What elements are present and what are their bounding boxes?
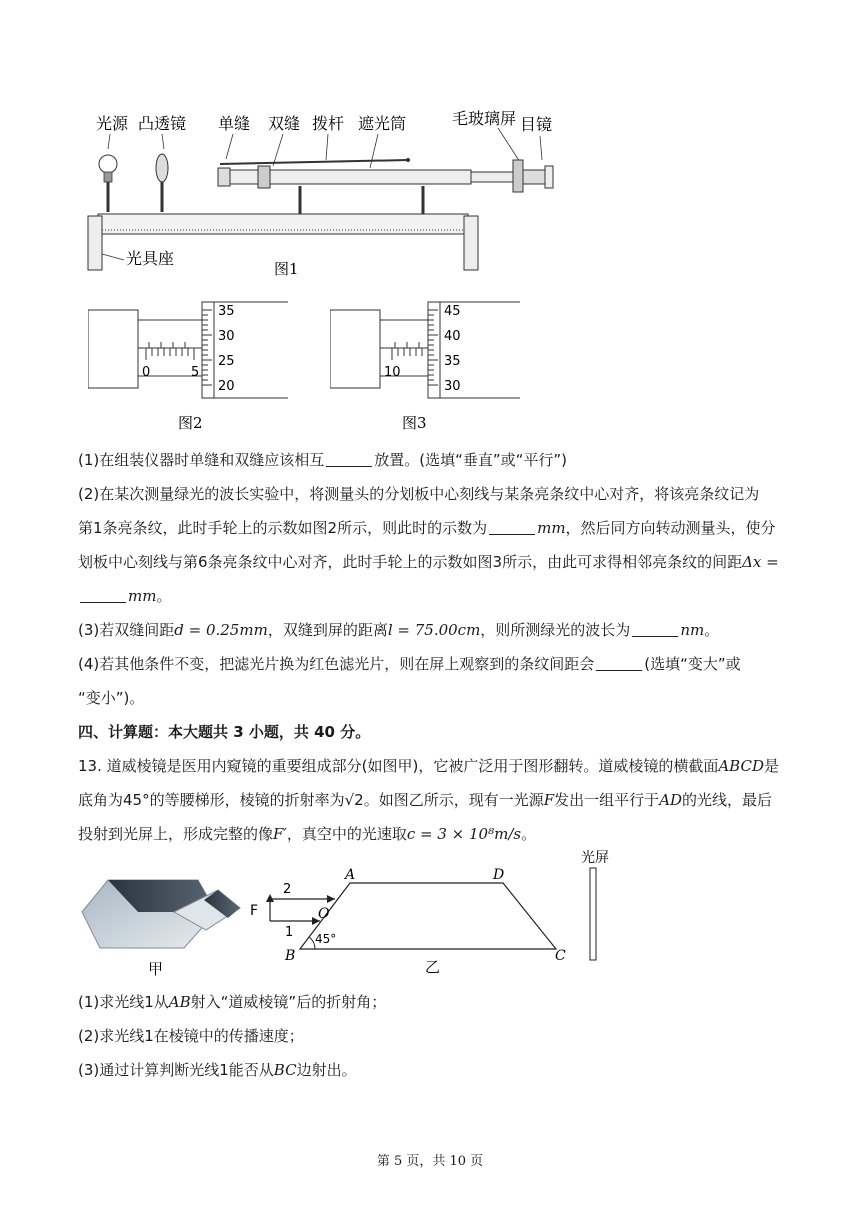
drum-label-4: 30 bbox=[444, 379, 461, 394]
problem-13-sub-2: (2)求光线1在棱镜中的传播速度； bbox=[78, 1027, 304, 1045]
question-2-line-1: (2)在某次测量绿光的波长实验中，将测量头的分划板中心刻线与某条亮条纹中心对齐，将该亮条纹记为 bbox=[78, 485, 760, 503]
figure-jia-prism-photo bbox=[78, 860, 253, 978]
figure-3-micrometer bbox=[330, 298, 540, 433]
figure-1-apparatus bbox=[78, 104, 578, 284]
figure-jia-caption: 甲 bbox=[148, 960, 164, 978]
section-heading: 四、计算题：本大题共 3 小题，共 40 分。 bbox=[78, 723, 371, 741]
problem-13-line-2: 底角为45°的等腰梯形，棱镜的折射率为√2。如图乙所示，现有一光源F发出一组平行于AD的光线，最后 bbox=[78, 791, 773, 809]
question-2-line-4: mm。 bbox=[78, 586, 171, 606]
label-O: O bbox=[318, 906, 330, 922]
answer-blank bbox=[80, 588, 126, 603]
label-ray-2: 2 bbox=[283, 882, 292, 897]
figure-3-caption: 图3 bbox=[402, 414, 427, 432]
label-B: B bbox=[285, 948, 296, 964]
label-double-slit: 双缝 bbox=[268, 114, 301, 133]
answer-blank bbox=[632, 622, 678, 637]
drum-label-4: 20 bbox=[218, 379, 235, 394]
page-footer: 第 5 页，共 10 页 bbox=[376, 1154, 484, 1169]
question-4-line-1: (4)若其他条件不变，把滤光片换为红色滤光片，则在屏上观察到的条纹间距会 (选填“变大”或 bbox=[78, 655, 741, 673]
drum-label-2: 30 bbox=[218, 329, 235, 344]
convex-lens-icon bbox=[156, 154, 168, 212]
problem-13-sub-1: (1)求光线1从AB射入“道威棱镜”后的折射角； bbox=[78, 993, 387, 1011]
hood-tube bbox=[218, 158, 553, 192]
question-4-line-2: “变小”)。 bbox=[78, 689, 145, 707]
main-scale-label-0: 0 bbox=[142, 365, 151, 380]
main-scale-label-5: 5 bbox=[191, 365, 200, 380]
problem-13-line-3: 投射到光屏上，形成完整的像F′，真空中的光速取c = 3 × 10⁸m/s。 bbox=[78, 825, 537, 843]
label-convex-lens: 凸透镜 bbox=[138, 114, 187, 133]
drum-label-2: 40 bbox=[444, 329, 461, 344]
arrow-icon bbox=[327, 895, 335, 903]
light-bulb-icon bbox=[99, 155, 117, 212]
label-screen: 光屏 bbox=[581, 850, 609, 866]
drum-label-3: 25 bbox=[218, 354, 235, 369]
trapezoid-abcd bbox=[300, 883, 556, 949]
drum-label-1: 45 bbox=[444, 304, 461, 319]
question-1: (1)在组装仪器时单缝和双缝应该相互 放置。(选填“垂直”或“平行”) bbox=[78, 451, 568, 469]
figure-yi-caption: 乙 bbox=[425, 958, 441, 976]
label-angle: 45° bbox=[315, 932, 337, 946]
label-A: A bbox=[345, 867, 356, 883]
problem-13-line-1: 13. 道威棱镜是医用内窥镜的重要组成部分(如图甲)，它被广泛用于图形翻转。道威棱镜的横截面ABCD是 bbox=[78, 757, 779, 775]
label-single-slit: 单缝 bbox=[218, 114, 251, 133]
question-2-line-2: 第1条亮条纹，此时手轮上的示数如图2所示，则此时的示数为 mm，然后同方向转动测量头，使分 bbox=[78, 519, 776, 537]
answer-blank bbox=[596, 656, 642, 671]
drum-label-3: 35 bbox=[444, 354, 461, 369]
problem-13-sub-3: (3)通过计算判断光线1能否从BC边射出。 bbox=[78, 1061, 357, 1079]
question-2-line-3: 划板中心刻线与第6条亮条纹中心对齐，此时手轮上的示数如图3所示，由此可求得相邻亮条纹的间距Δx = bbox=[78, 553, 779, 571]
question-3: (3)若双缝间距d = 0.25mm，双缝到屏的距离l = 75.00cm，则所测绿光的波长为 nm。 bbox=[78, 621, 720, 639]
label-D: D bbox=[493, 867, 505, 883]
label-light-source: 光源 bbox=[96, 114, 129, 133]
label-eyepiece: 目镜 bbox=[520, 115, 553, 134]
label-frosted-screen: 毛玻璃屏 bbox=[452, 109, 517, 128]
label-optical-bench: 光具座 bbox=[126, 249, 175, 268]
label-C: C bbox=[555, 948, 566, 964]
figure-1-caption: 图1 bbox=[274, 260, 299, 278]
arrow-icon bbox=[266, 894, 274, 902]
drum-label-1: 35 bbox=[218, 304, 235, 319]
light-screen bbox=[590, 868, 596, 960]
label-ray-1: 1 bbox=[285, 925, 294, 940]
figure-2-micrometer bbox=[88, 298, 298, 433]
main-scale-label-10: 10 bbox=[384, 365, 401, 380]
answer-blank bbox=[489, 520, 535, 535]
answer-blank bbox=[326, 452, 372, 467]
label-lever: 拨杆 bbox=[312, 114, 345, 133]
label-F: F bbox=[250, 903, 259, 919]
label-hood: 遮光筒 bbox=[358, 114, 407, 133]
figure-2-caption: 图2 bbox=[178, 414, 203, 432]
figure-yi-diagram bbox=[245, 846, 620, 976]
